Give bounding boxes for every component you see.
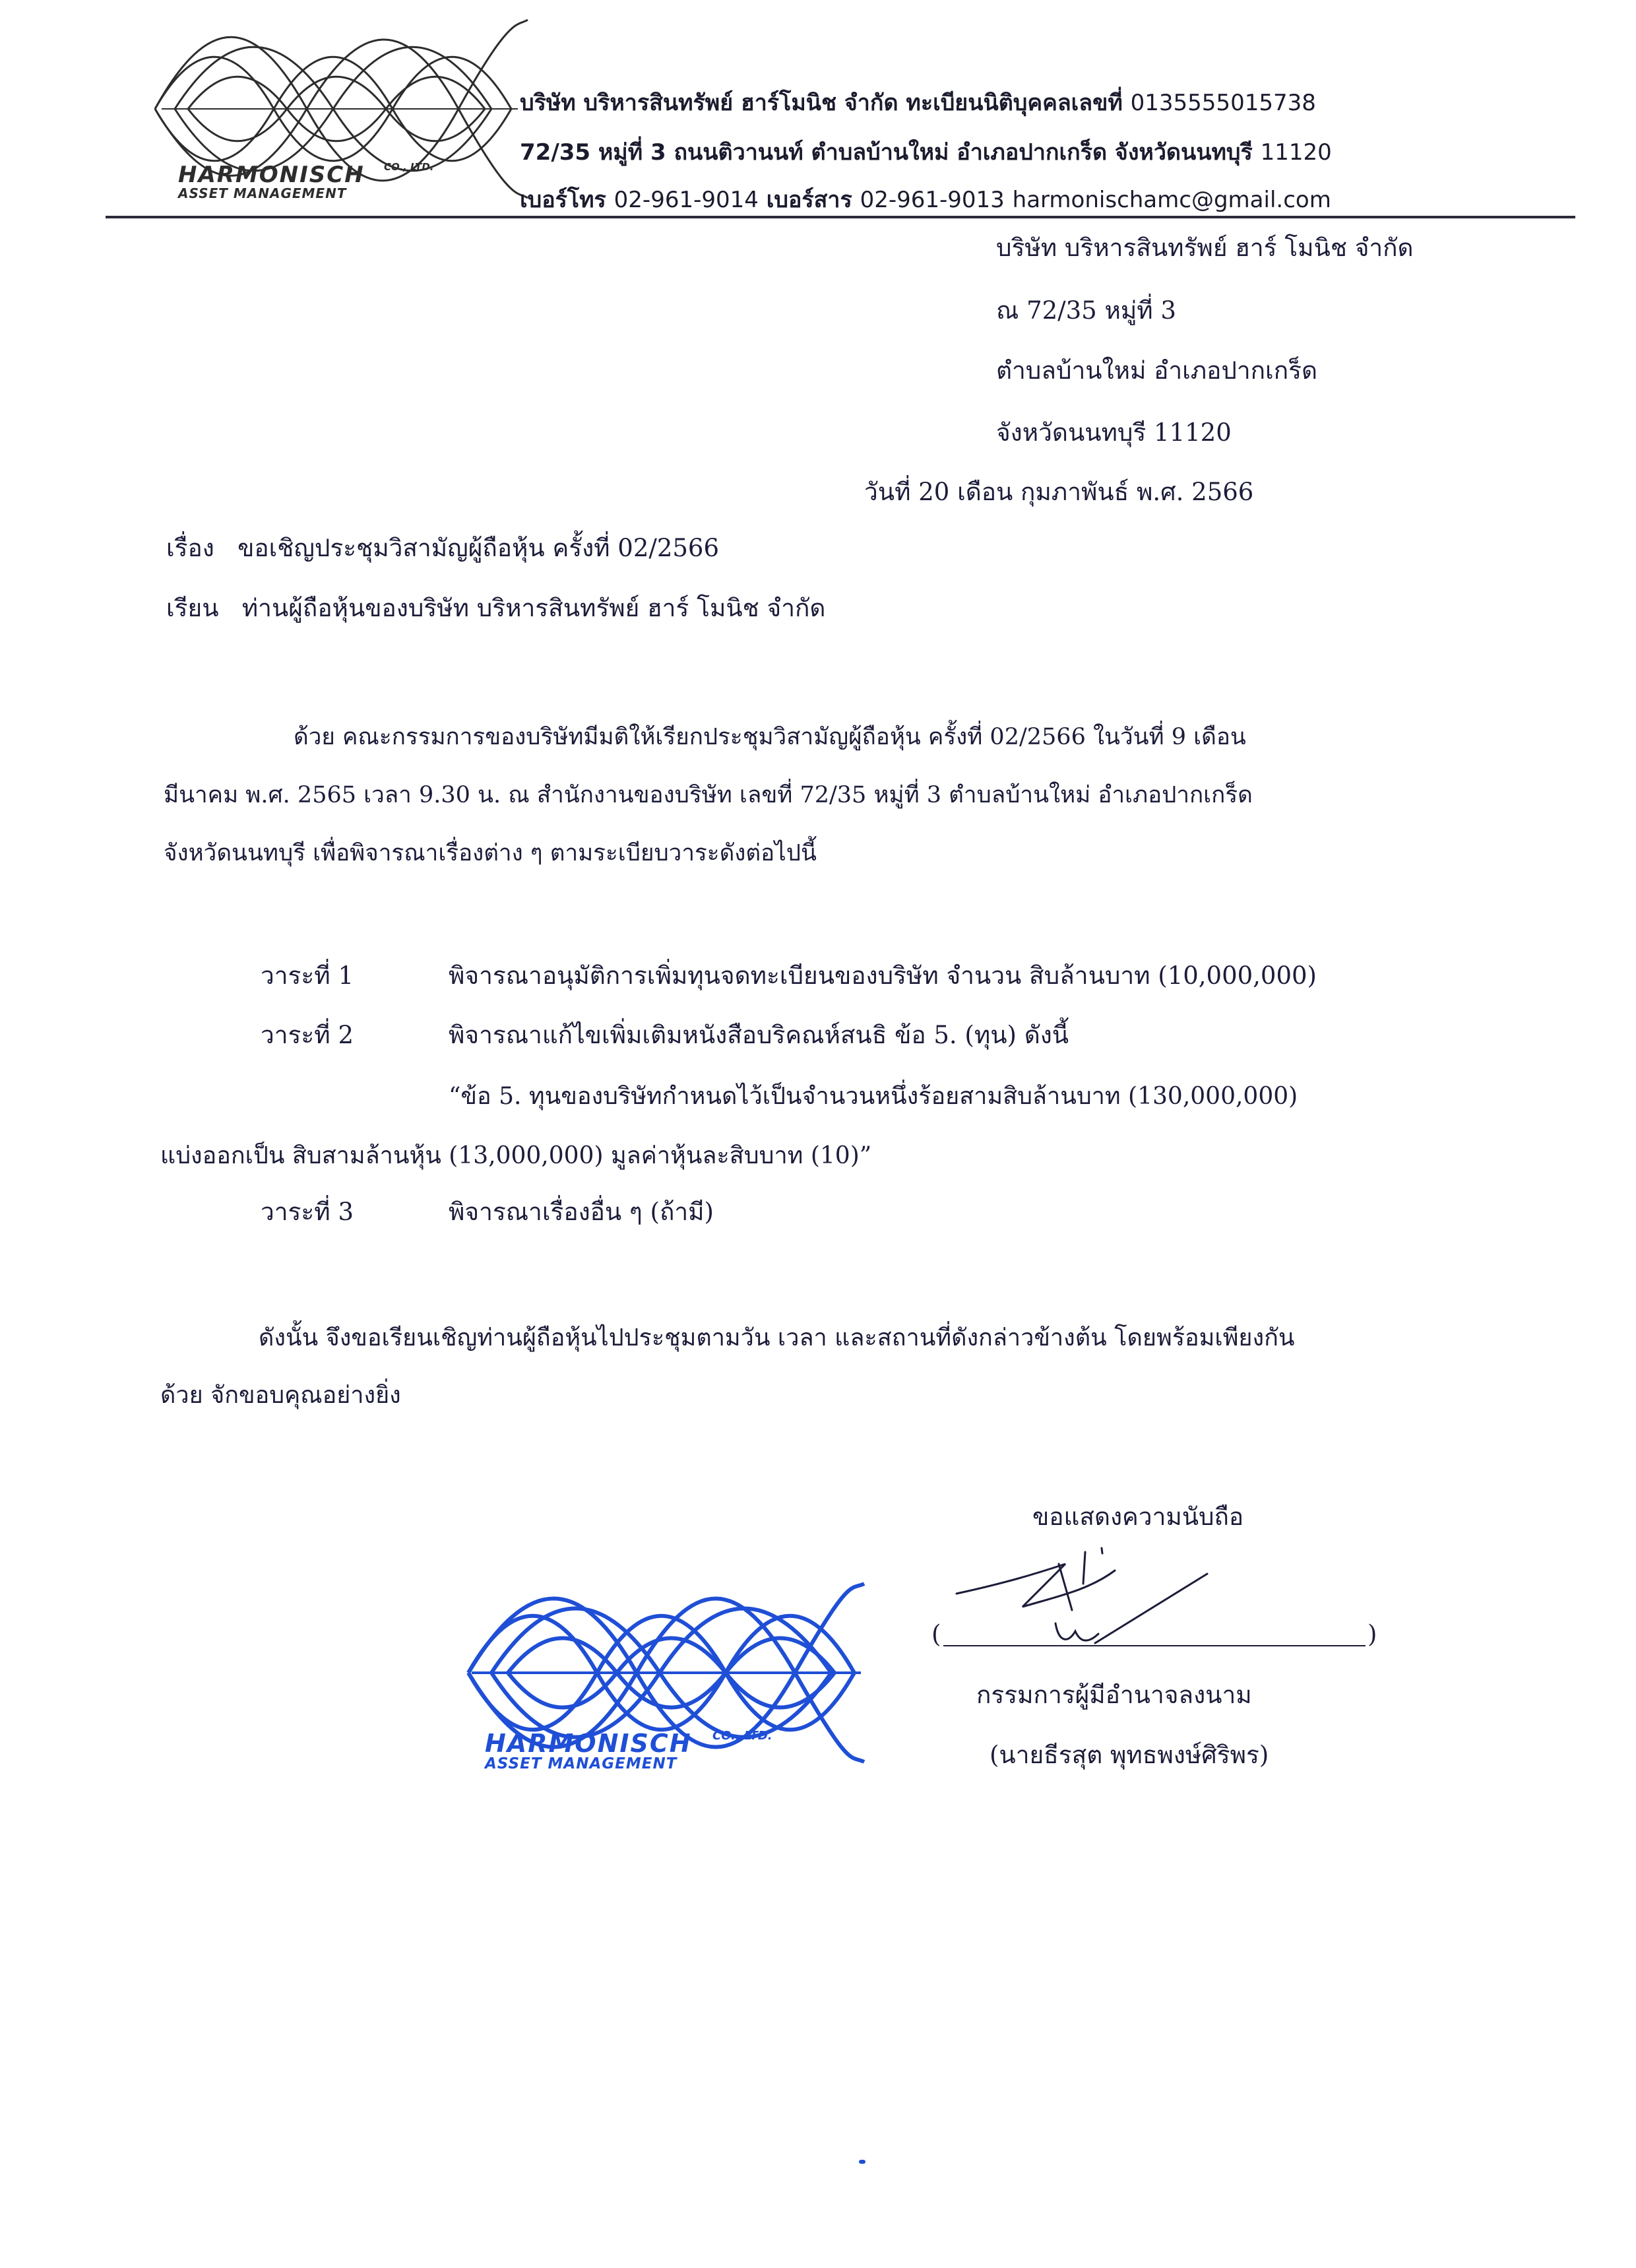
intro-line-2: มีนาคม พ.ศ. 2565 เวลา 9.30 น. ณ สำนักงานของบริษัท เลขที่ 72/35 หมู่ที่ 3 ตำบลบ้านใหม่ อำเภอปากเกร็ด	[164, 782, 1253, 808]
company-line	[520, 84, 1316, 120]
stamp-logo-suffix: CO., LTD.	[712, 1729, 772, 1743]
recipient-label: เรียน	[166, 594, 219, 622]
agenda-item-1-label: วาระที่ 1	[261, 961, 354, 990]
recipient-line	[166, 596, 825, 620]
letter-date: วันที่ 20 เดือน กุมภาพันธ์ พ.ศ. 2566	[864, 478, 1254, 506]
agenda-item-2-text: พิจารณาแก้ไขเพิ่มเติมหนังสือบริคณห์สนธิ ข้อ 5. (ทุน) ดังนี้	[449, 1021, 1069, 1049]
phone-label: เบอร์โทร	[520, 187, 606, 213]
stamp-logo-name: HARMONISCH	[485, 1729, 692, 1758]
quote-line-2: แบ่งออกเป็น สิบสามล้านหุ้น (13,000,000) มูลค่าหุ้นละสิบบาท (10)”	[160, 1142, 872, 1169]
sender-line-1: บริษัท บริหารสินทรัพย์ ฮาร์ โมนิช จำกัด	[996, 234, 1414, 262]
subject-line	[166, 536, 719, 560]
logo-suffix-top: CO., LTD.	[384, 161, 434, 173]
logo-name-top: HARMONISCH	[178, 162, 365, 188]
regards-text: ขอแสดงความนับถือ	[1032, 1503, 1244, 1531]
intro-line-3: จังหวัดนนทบุรี เพื่อพิจารณาเรื่องต่าง ๆ ตามระเบียบวาระดังต่อไปนี้	[164, 840, 817, 866]
registration-number: 0135555015738	[1130, 90, 1316, 116]
closing-line-2: ด้วย จักขอบคุณอย่างยิ่ง	[160, 1382, 401, 1409]
intro-line-1: ด้วย คณะกรรมการของบริษัทมีมติให้เรียกประชุมวิสามัญผู้ถือหุ้น ครั้งที่ 02/2566 ในวันที่ 9 เดือน	[294, 724, 1246, 750]
fax-label: เบอร์สาร	[766, 187, 852, 213]
address-text: 72/35 หมู่ที่ 3 ถนนติวานนท์ ตำบลบ้านใหม่ อำเภอปากเกร็ด จังหวัดนนทบุรี	[520, 139, 1253, 166]
subject-text: ขอเชิญประชุมวิสามัญผู้ถือหุ้น ครั้งที่ 02/2566	[237, 534, 719, 562]
company-name: บริษัท บริหารสินทรัพย์ ฮาร์โมนิช จำกัด ทะเบียนนิติบุคคลเลขที่	[520, 90, 1123, 116]
signature-close-paren: )	[1368, 1620, 1377, 1648]
stamp-logo-subtitle: ASSET MANAGEMENT	[485, 1755, 677, 1772]
contact-line	[520, 181, 1331, 217]
signatory-title: กรรมการผู้มีอำนาจลงนาม	[976, 1681, 1252, 1709]
recipient-text: ท่านผู้ถือหุ้นของบริษัท บริหารสินทรัพย์ ฮาร์ โมนิช จำกัด	[241, 594, 826, 622]
email-address: harmonischamc@gmail.com	[1012, 187, 1331, 213]
agenda-item-1-text: พิจารณาอนุมัติการเพิ่มทุนจดทะเบียนของบริษัท จำนวน สิบล้านบาท (10,000,000)	[449, 961, 1317, 990]
sender-line-3: ตำบลบ้านใหม่ อำเภอปากเกร็ด	[996, 356, 1317, 385]
handwritten-signature	[943, 1544, 1220, 1656]
signature-open-paren: (	[931, 1620, 941, 1648]
phone-number: 02-961-9014	[614, 187, 759, 213]
quote-line-1: “ข้อ 5. ทุนของบริษัทกำหนดไว้เป็นจำนวนหนึ่งร้อยสามสิบล้านบาท (130,000,000)	[449, 1083, 1298, 1110]
subject-label: เรื่อง	[166, 534, 214, 562]
agenda-item-2-label: วาระที่ 2	[261, 1021, 354, 1049]
sender-line-2: ณ 72/35 หมู่ที่ 3	[996, 296, 1176, 325]
agenda-item-3-label: วาระที่ 3	[261, 1198, 354, 1226]
sender-line-4: จังหวัดนนทบุรี 11120	[996, 418, 1232, 447]
fax-number: 02-961-9013	[860, 187, 1005, 213]
agenda-item-3-text: พิจารณาเรื่องอื่น ๆ (ถ้ามี)	[449, 1198, 714, 1226]
address-line	[520, 134, 1332, 170]
scan-speck	[859, 2160, 865, 2164]
signatory-name: (นายธีรสุต พุทธพงษ์ศิริพร)	[990, 1741, 1269, 1769]
signature-line	[943, 1645, 1366, 1646]
closing-line-1: ดังนั้น จึงขอเรียนเชิญท่านผู้ถือหุ้นไปประชุมตามวัน เวลา และสถานที่ดังกล่าวข้างต้น โดยพร้อมเพียงกัน	[259, 1324, 1295, 1351]
postal-code: 11120	[1260, 139, 1332, 166]
header-divider	[106, 216, 1575, 218]
logo-subtitle-top: ASSET MANAGEMENT	[178, 185, 347, 201]
